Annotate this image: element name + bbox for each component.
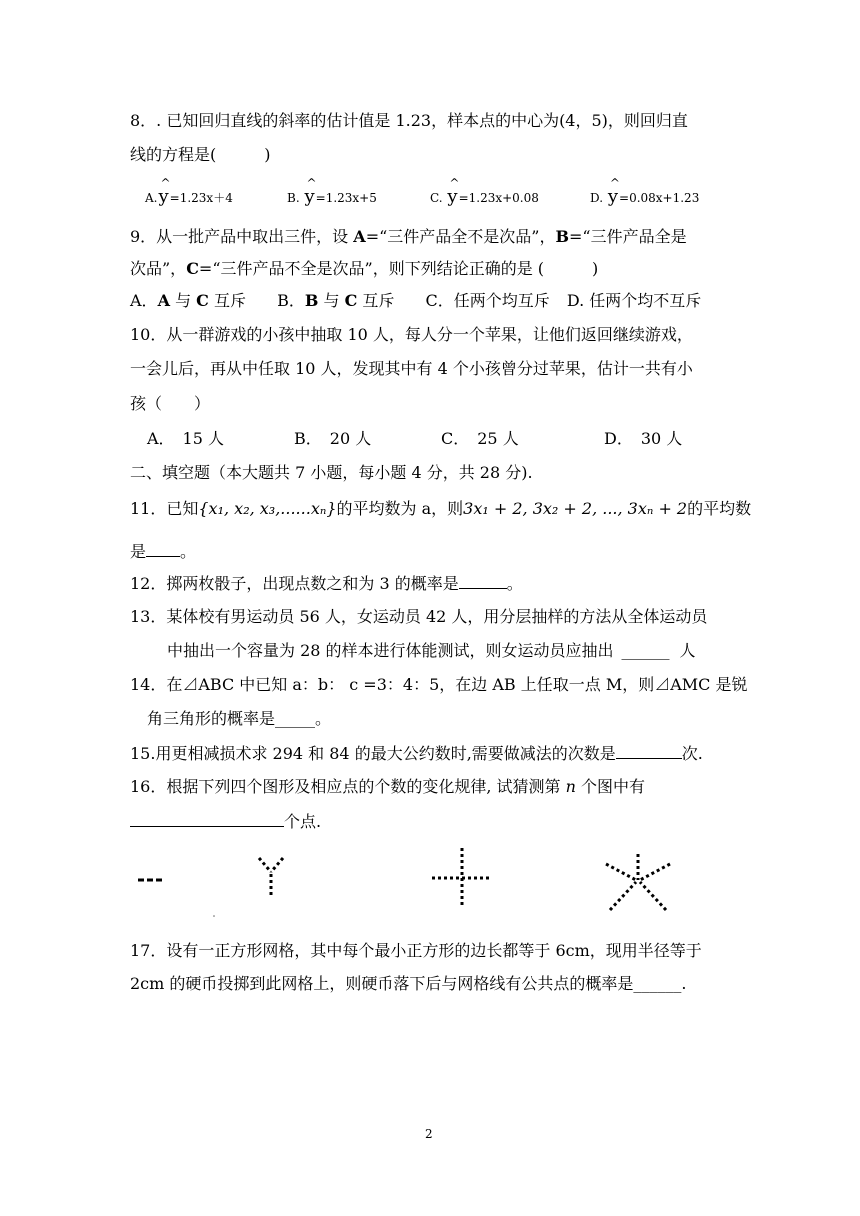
q9-option-a: A．A 与 C 互斥 (130, 291, 246, 310)
q10-line3: 孩（ ） (130, 394, 211, 413)
q17-line1: 17．设有一正方形网格，其中每个最小正方形的边长都等于 6cm，现用半径等于 (130, 941, 702, 960)
q15-line: 15.用更相减损术求 294 和 84 的最大公约数时,需要做减法的次数是 次. (130, 744, 703, 763)
q11-answer-blank (146, 540, 180, 557)
q8-option-c: C. ^ y=1.23x+0.08 (430, 176, 539, 207)
q9-option-b: B．B 与 C 互斥 (277, 291, 395, 310)
q10-option-b: B． 20 人 (294, 429, 372, 448)
q8-option-d: D. ^ y=0.08x+1.23 (590, 176, 700, 207)
q9-line1: 9．从一批产品中取出三件，设 A=“三件产品全不是次品”，B=“三件产品全是 (130, 227, 687, 246)
page-number: 2 (425, 1127, 433, 1141)
q10-line2: 一会儿后，再从中任取 10 人，发现其中有 4 个小孩曾分过苹果，估计一共有小 (130, 359, 693, 378)
figure-3-dots (432, 848, 492, 906)
q13-answer-blank: ______ (621, 641, 670, 660)
q13-line1: 13．某体校有男运动员 56 人，女运动员 42 人，用分层抽样的方法从全体运动员 (130, 607, 708, 626)
q10-option-a: A． 15 人 (147, 429, 225, 448)
q8-line1: 8．. 已知回归直线的斜率的估计值是 1.23，样本点的中心为(4，5)，则回归直 (130, 111, 688, 130)
q11-set: {x₁, x₂, x₃,......xₙ} (198, 499, 337, 518)
figure-4-dots (606, 854, 670, 910)
q8-line2: 线的方程是( ) (130, 145, 271, 164)
q11-line2: 是 。 (130, 542, 197, 561)
stray-dot (213, 915, 215, 917)
q16-line1: 16．根据下列四个图形及相应点的个数的变化规律, 试猜测第 n 个图中有 (130, 777, 646, 796)
q16-answer-blank (130, 810, 284, 827)
q16-line2: 个点. (130, 810, 321, 833)
q9-option-d: D. 任两个均不互斥 (566, 291, 702, 310)
q11-expression: 3x₁ + 2, 3x₂ + 2, ..., 3xₙ + 2 (463, 499, 688, 518)
figure-2-dots (259, 858, 283, 898)
q17-line2: 2cm 的硬币投掷到此网格上，则硬币落下后与网格线有公共点的概率是______. (130, 974, 687, 993)
q10-option-d: D． 30 人 (604, 429, 683, 448)
q13-line2: 中抽出一个容量为 28 的样本进行体能测试，则女运动员应抽出 ______ 人 (167, 641, 696, 660)
q14-answer-blank: _____ (275, 709, 316, 728)
section-2-heading: 二、填空题（本大题共 7 小题，每小题 4 分，共 28 分). (130, 463, 533, 482)
q12-line: 12．掷两枚骰子，出现点数之和为 3 的概率是 。 (130, 574, 523, 593)
q11-line1: 11．已知{x₁, x₂, x₃,......xₙ}的平均数为 a，则3x₁ + 2, 3x₂ + 2, ..., 3xₙ + 2的平均数 (130, 499, 752, 518)
q9-option-c: C．任两个均互斥 (425, 291, 550, 310)
q10-line1: 10．从一群游戏的小孩中抽取 10 人，每人分一个苹果，让他们返回继续游戏， (130, 325, 693, 344)
q8-option-b: B. ^ y=1.23x+5 (287, 176, 377, 207)
q9-options (130, 290, 701, 312)
q10-option-c: C． 25 人 (441, 429, 519, 448)
q12-answer-blank (459, 572, 507, 589)
q8-option-a: A. ^ y=1.23x＋4 (145, 176, 233, 207)
q16-dot-figures (0, 840, 860, 930)
q14-line2: 角三角形的概率是_____。 (147, 709, 332, 728)
q14-line1: 14．在⊿ABC 中已知 a：b： c =3：4：5，在边 AB 上任取一点 M，则⊿AMC 是锐 (130, 675, 748, 694)
q9-line2: 次品”，C=“三件产品不全是次品”，则下列结论正确的是 ( ) (130, 259, 599, 278)
q15-answer-blank (616, 742, 682, 759)
